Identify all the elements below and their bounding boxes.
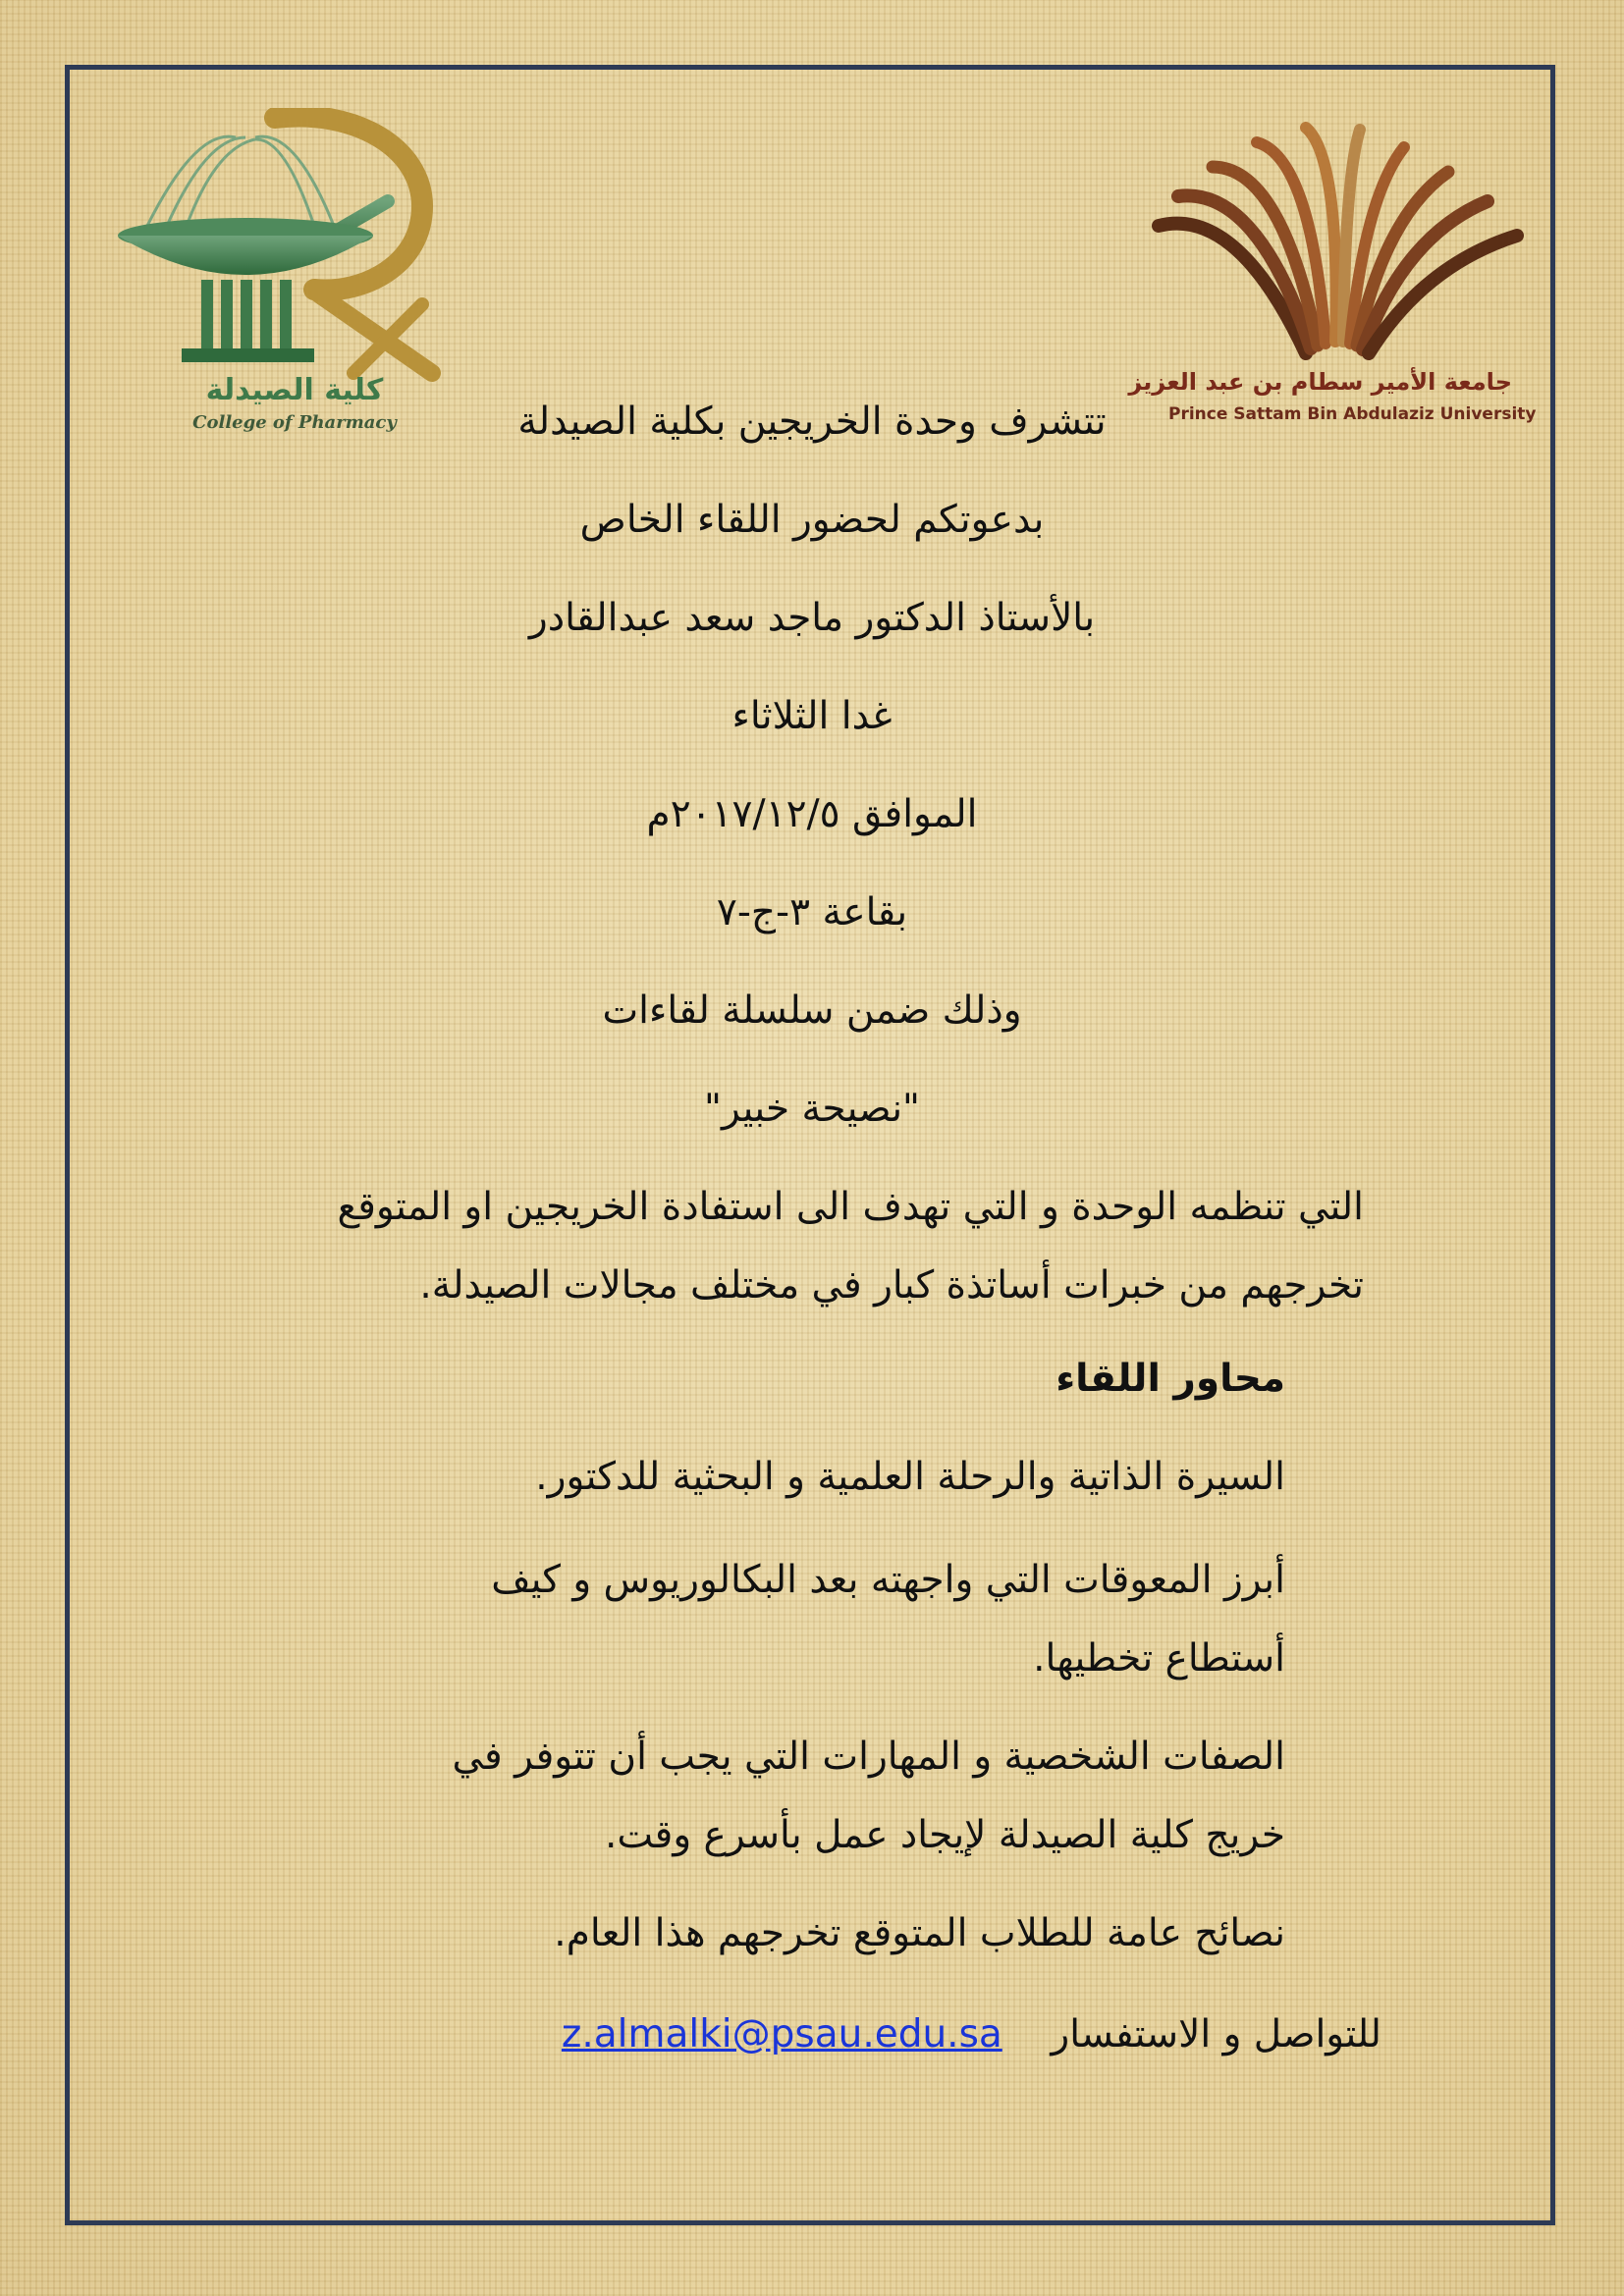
purpose-line-2: تخرجهم من خبرات أساتذة كبار في مختلف مجالات الصيدلة. bbox=[419, 1263, 1364, 1308]
university-english-name: Prince Sattam Bin Abdulaziz University bbox=[1168, 404, 1537, 424]
invitation-series-name: "نصيحة خبير" bbox=[704, 1087, 920, 1131]
topic-item-continued: خريج كلية الصيدلة لإيجاد عمل بأسرع وقت. bbox=[604, 1813, 1285, 1857]
topics-heading: محاور اللقاء bbox=[1056, 1357, 1285, 1401]
university-logo bbox=[1128, 118, 1537, 442]
invitation-line-5: الموافق ٢٠١٧/١٢/٥م bbox=[646, 792, 978, 836]
topic-item: السيرة الذاتية والرحلة العلمية و البحثية للدكتور. bbox=[535, 1455, 1285, 1499]
pharmacy-logo bbox=[108, 108, 471, 442]
invitation-line-7: وذلك ضمن سلسلة لقاءات bbox=[602, 988, 1022, 1033]
topic-item-continued: أستطاع تخطيها. bbox=[1033, 1636, 1285, 1681]
invitation-line-1: تتشرف وحدة الخريجين بكلية الصيدلة bbox=[517, 400, 1107, 444]
contact-email-link[interactable]: z.almalki@psau.edu.sa bbox=[561, 2012, 1002, 2056]
invitation-line-2: بدعوتكم لحضور اللقاء الخاص bbox=[579, 498, 1045, 542]
open-book-fan-icon bbox=[1149, 118, 1532, 363]
contact-label: للتواصل و الاستفسار bbox=[1051, 2012, 1381, 2056]
pharmacy-arabic-name: كلية الصيدلة bbox=[205, 373, 384, 407]
university-arabic-name: جامعة الأمير سطام بن عبد العزيز bbox=[1128, 368, 1512, 396]
topic-item: نصائح عامة للطلاب المتوقع تخرجهم هذا العام. bbox=[554, 1911, 1285, 1955]
pharmacy-english-name: College of Pharmacy bbox=[192, 412, 397, 433]
invitation-line-3: بالأستاذ الدكتور ماجد سعد عبدالقادر bbox=[528, 596, 1096, 640]
topic-item: أبرز المعوقات التي واجهته بعد البكالوريوس و كيف bbox=[491, 1558, 1285, 1602]
mortar-pestle-rx-icon bbox=[108, 108, 471, 383]
invitation-line-4: غدا الثلاثاء bbox=[731, 694, 893, 738]
topic-item: الصفات الشخصية و المهارات التي يجب أن تتوفر في bbox=[452, 1735, 1285, 1779]
invitation-line-6: بقاعة ٣-ج-٧ bbox=[716, 890, 908, 934]
contact-row bbox=[562, 2012, 1381, 2056]
purpose-line-1: التي تنظمه الوحدة و التي تهدف الى استفادة الخريجين او المتوقع bbox=[337, 1185, 1364, 1229]
